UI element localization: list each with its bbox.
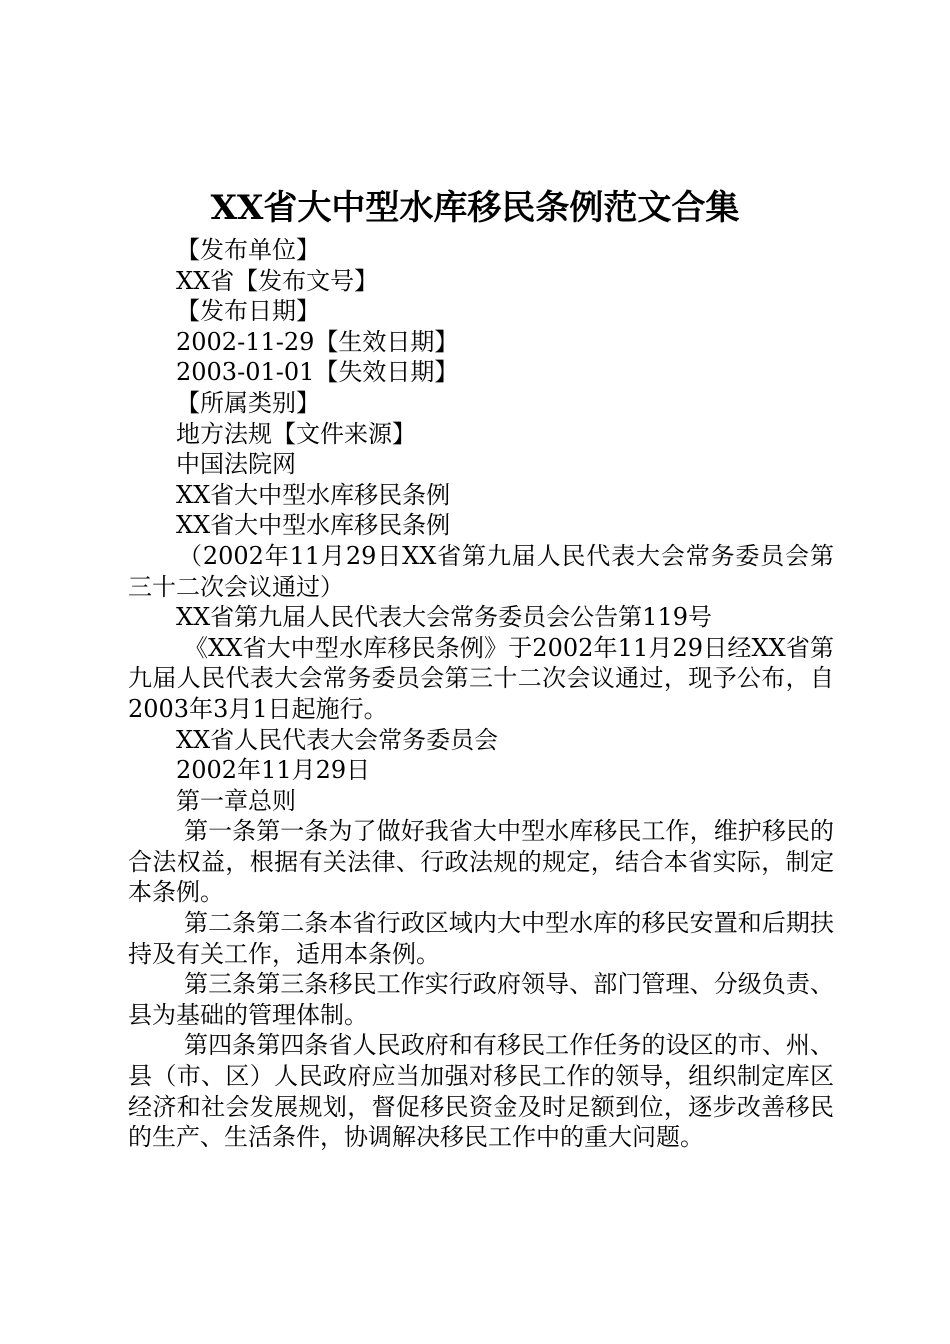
- meta-line-publisher: 【发布单位】: [176, 236, 320, 264]
- meta-line-source: 中国法院网: [176, 450, 296, 479]
- issue-date: 2002年11月29日: [176, 756, 371, 785]
- regulation-name-repeat: XX省大中型水库移民条例: [176, 511, 451, 540]
- article-3: 第三条第三条移民工作实行政府领导、部门管理、分级负责、县为基础的管理体制。: [128, 970, 834, 1029]
- announcement-heading: XX省第九届人民代表大会常务委员会公告第119号: [176, 603, 712, 632]
- meta-line-source-label: 地方法规【文件来源】: [176, 419, 416, 448]
- meta-line-publish-date: 【发布日期】: [176, 297, 320, 326]
- passed-note: （2002年11月29日XX省第九届人民代表大会常务委员会第三十二次会议通过）: [128, 541, 834, 601]
- article-1: 第一条第一条为了做好我省大中型水库移民工作，维护移民的合法权益，根据有关法律、行政法规的规定，结合本省实际，制定本条例。: [128, 817, 834, 907]
- announcement-body: 《XX省大中型水库移民条例》于2002年11月29日经XX省第九届人民代表大会常务委员会第三十二次会议通过，现予公布，自2003年3月1日起施行。: [128, 633, 834, 723]
- meta-line-effective-date: 2002-11-29【生效日期】: [176, 327, 459, 356]
- issuer: XX省人民代表大会常务委员会: [176, 725, 499, 754]
- article-2: 第二条第二条本省行政区域内大中型水库的移民安置和后期扶持及有关工作，适用本条例。: [128, 909, 834, 968]
- chapter-title: 第一章总则: [176, 786, 296, 815]
- document-body: [128, 235, 834, 1153]
- meta-line-category: 【所属类别】: [176, 388, 320, 417]
- article-4: 第四条第四条省人民政府和有移民工作任务的设区的市、州、县（市、区）人民政府应当加强对移民工作的领导，组织制定库区经济和社会发展规划，督促移民资金及时足额到位，逐步改善移民的生产、生活条件，协调解决移民工作中的重大问题。: [128, 1031, 834, 1152]
- meta-line-doc-number: XX省【发布文号】: [176, 266, 379, 295]
- document-title: XX省大中型水库移民条例范文合集: [210, 188, 740, 228]
- meta-line-expiry-date: 2003-01-01【失效日期】: [176, 358, 459, 387]
- regulation-name: XX省大中型水库移民条例: [176, 480, 451, 509]
